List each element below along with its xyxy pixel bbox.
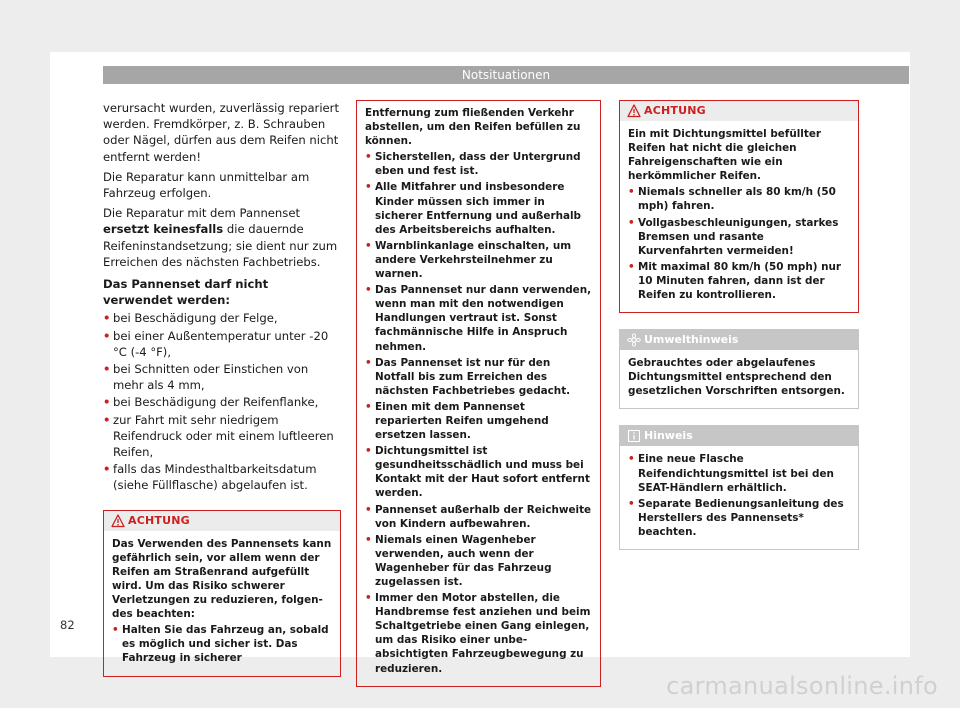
warning-item: • Das Pannenset ist nur für den Notfall bis zum Erreichen des nächsten Fachbetriebes gedacht. — [365, 356, 592, 398]
note-header — [620, 426, 858, 446]
warning-body — [104, 531, 340, 676]
list-item: • bei Schnitten oder Einstichen von mehr als 4 mm, — [103, 361, 341, 393]
middle-column — [356, 100, 601, 687]
list-item: • zur Fahrt mit sehr niedrigem Reifendruck oder mit einem luftleeren Reifen, — [103, 412, 341, 461]
paragraph: Die Reparatur kann unmittelbar am Fahrzeug erfolgen. — [103, 169, 310, 201]
warning-intro: Das Verwenden des Pannensets kann gefährlich sein, vor allem wenn der Reifen am Straßenrand aufgefüllt wird. Um das Risiko schwerer Verletzungen zu reduzieren, folgendes beachten: — [112, 537, 332, 621]
list-item: • falls das Mindesthaltbarkeitsdatum (siehe Füllflasche) abgelaufen ist. — [103, 461, 341, 493]
environment-note-text: Gebrauchtes oder abgelaufenes Dichtungsmittel entsprechend den gesetzlichen Vorschriften entsorgen. — [628, 357, 845, 398]
warning-triangle-icon — [627, 104, 641, 118]
text-run: die dauernde Reifeninstandsetzung; sie dient nur zum Erreichen des nächsten Fachbetriebs. — [103, 222, 338, 269]
left-column — [103, 100, 341, 677]
list-item: • bei Beschädigung der Reifenflanke, — [103, 394, 341, 410]
note-title: Hinweis — [644, 429, 693, 443]
emphasis-text: ersetzt keinesfalls — [103, 222, 224, 237]
warning-title: ACHTUNG — [644, 104, 706, 117]
warning-item: • Dichtungsmittel ist gesundheitsschädlich und muss bei Kontakt mit der Haut sofort entfernt werden. — [365, 444, 592, 500]
paragraph — [103, 205, 341, 270]
note-box — [619, 425, 859, 550]
note-item: • Separate Bedienungsanleitung des Herstellers des Pannensets* beachten. — [628, 497, 850, 539]
warning-item: • Sicherstellen, dass der Untergrund eben und fest ist. — [365, 150, 592, 178]
warning-box — [619, 100, 859, 313]
note-body — [620, 446, 858, 549]
text-run: Die Reparatur mit dem Pannenset — [103, 206, 301, 221]
warning-header — [104, 511, 340, 531]
warning-item: • Halten Sie das Fahrzeug an, sobald es möglich und sicher ist. Das Fahrzeug in sicherer — [112, 623, 332, 665]
warning-item: • Einen mit dem Pannenset reparierten Reifen umgehend ersetzen lassen. — [365, 400, 592, 442]
list-item: • bei Beschädigung der Felge, — [103, 310, 341, 326]
environment-note-box — [619, 329, 859, 409]
note-list — [628, 452, 850, 539]
environment-note-header — [620, 330, 858, 350]
warning-list — [365, 150, 592, 675]
warning-item: • Pannenset außerhalb der Reichweite von Kindern aufbewahren. — [365, 503, 592, 531]
section-header: Notsituationen — [103, 66, 909, 84]
warning-box — [103, 510, 341, 677]
watermark: carmanualsonline.info — [666, 672, 938, 700]
warning-body — [620, 121, 858, 312]
warning-list — [112, 623, 332, 665]
warning-triangle-icon — [111, 514, 125, 528]
warning-item: • Das Pannenset nur dann verwenden, wenn man mit den notwendigen Handlungen vertraut ist. Sonst fachmännische Hilfe in Anspruch nehmen. — [365, 283, 592, 353]
environment-note-title: Umwelthinweis — [644, 333, 739, 347]
warning-item: • Immer den Motor abstellen, die Handbremse fest anziehen und beim Schaltgetriebe einen Gang einlegen, um das Risiko einer unbeabsichtigten Fahrzeugbewegung zu reduzieren. — [365, 591, 592, 676]
warning-intro: Entfernung zum fließenden Verkehr abstellen, um den Reifen befüllen zu können. — [365, 107, 581, 148]
warning-item: • Vollgasbeschleunigungen, starkes Bremsen und rasante Kurvenfahrten vermeiden! — [628, 216, 850, 258]
list-item: • bei einer Außentemperatur unter -20 °C (-4 °F), — [103, 328, 341, 360]
warning-title: ACHTUNG — [128, 513, 190, 527]
warning-item: • Mit maximal 80 km/h (50 mph) nur 10 Minuten fahren, dann ist der Reifen zu kontrollieren. — [628, 260, 850, 302]
paragraph: verursacht wurden, zuverlässig repariert werden. Fremdkörper, z. B. Schrauben oder Nägel, dürfen aus dem Reifen nicht entfernt werden! — [103, 101, 339, 164]
bullet-list — [103, 310, 341, 493]
warning-box-continued — [356, 100, 601, 687]
right-column — [619, 100, 859, 550]
warning-item: • Niemals schneller als 80 km/h (50 mph) fahren. — [628, 185, 850, 213]
warning-header — [620, 101, 858, 121]
environment-note-body — [620, 350, 858, 408]
warning-item: • Alle Mitfahrer und insbesondere Kinder müssen sich immer in sicherer Entfernung und außerhalb des Arbeitsbereichs aufhalten. — [365, 180, 592, 236]
warning-body — [357, 101, 600, 686]
manual-page — [50, 52, 910, 675]
info-icon — [627, 429, 641, 443]
warning-intro: Ein mit Dichtungsmittel befüllter Reifen hat nicht die gleichen Fahreigenschaften wie ein herkömmlicher Reifen. — [628, 128, 821, 183]
warning-list — [628, 185, 850, 302]
list-lead: Das Pannenset darf nicht verwendet werden: — [103, 277, 269, 308]
page-number: 82 — [60, 618, 75, 632]
note-item: • Eine neue Flasche Reifendichtungsmittel ist bei den SEAT-Händlern erhältlich. — [628, 452, 850, 494]
warning-item: • Niemals einen Wagenheber verwenden, auch wenn der Wagenheber für das Fahrzeug zugelassen ist. — [365, 533, 592, 589]
warning-item: • Warnblinkanlage einschalten, um andere Verkehrsteilnehmer zu warnen. — [365, 239, 592, 281]
leaf-flower-icon — [627, 333, 641, 347]
